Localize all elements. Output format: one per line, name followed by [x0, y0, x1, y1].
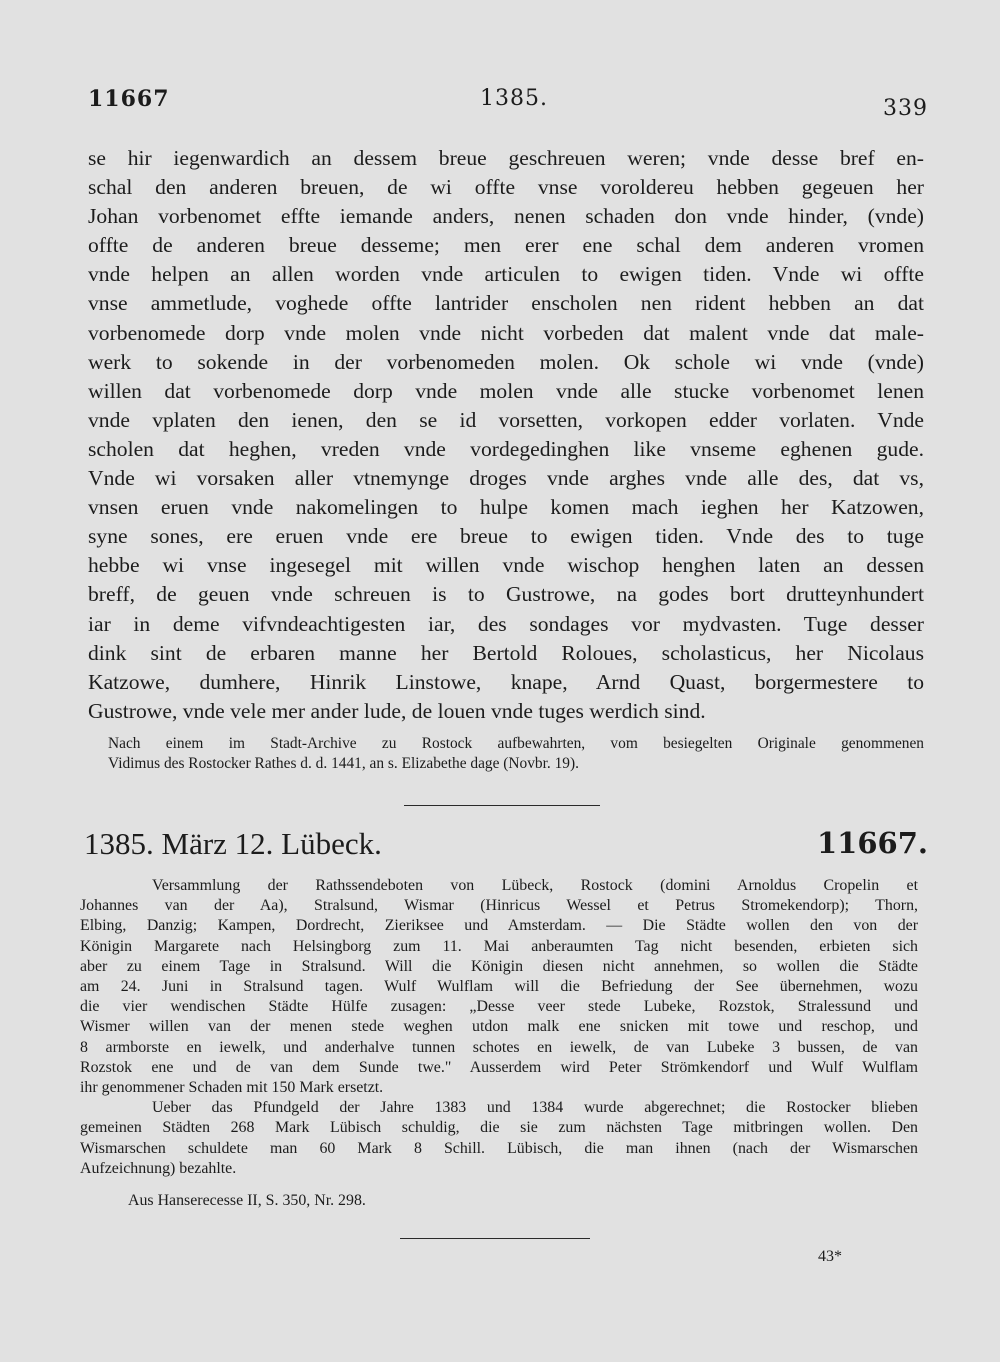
regest-line: 8 armborste en iewelk, und anderhalve tunnen schotes en iewelk, de van Lubeke 3 bussen, de van: [80, 1038, 918, 1056]
regest-text: [80, 876, 918, 1179]
regest-line: Johannes van der Aa), Stralsund, Wismar (Hinricus Wessel et Petrus Stromekendorp); Thorn,: [80, 897, 918, 915]
charter-line: vorbenomede dorp vnde molen vnde nicht vorbeden dat malent vnde dat male-: [88, 320, 924, 345]
charter-line: willen dat vorbenomede dorp vnde molen vnde alle stucke vorbenomet lenen: [88, 378, 924, 403]
charter-line: Johan vorbenomet effte iemande anders, nenen schaden don vnde hinder, (vnde): [88, 204, 924, 229]
charter-line: se hir iegenwardich an dessem breue geschreuen weren; vnde desse bref en-: [88, 146, 924, 170]
entry-date-place: 1385. März 12. Lübeck.: [84, 826, 382, 861]
charter-line: vnde helpen an allen worden vnde articulen to ewigen tiden. Vnde wi offte: [88, 262, 924, 287]
charter-line: syne sones, ere eruen vnde ere breue to ewigen tiden. Vnde des to tuge: [88, 524, 924, 549]
charter-line: Katzowe, dumhere, Hinrik Linstowe, knape, Arnd Quast, borgermestere to: [88, 669, 924, 694]
running-head-entry-number: 11667: [88, 86, 170, 112]
page-number: 339: [883, 96, 928, 121]
charter-line: Gustrowe, vnde vele mer ander lude, de louen vnde tuges werdich sind.: [88, 698, 706, 723]
archive-note: [108, 734, 924, 774]
entry-number: 11667.: [817, 826, 928, 860]
source-reference: Aus Hanserecesse II, S. 350, Nr. 298.: [128, 1192, 366, 1209]
running-head: [88, 86, 928, 126]
charter-line: Vnde wi vorsaken aller vtnemynge droges vnde arghes vnde alle des, dat vs,: [88, 466, 924, 491]
charter-line: werk to sokende in der vorbenomeden molen. Ok schole wi vnde (vnde): [88, 349, 924, 374]
regest-line: gemeinen Städten 268 Mark Lübisch schuldig, die sie zum nächsten Tage mitbringen wollen. Den: [80, 1119, 918, 1137]
regest-line: Versammlung der Rathssendeboten von Lübeck, Rostock (domini Arnoldus Cropelin et: [152, 877, 918, 894]
charter-line: schal den anderen breuen, de wi offte vnse voroldereu hebben gegeuen her: [88, 175, 924, 200]
archive-note-line: Vidimus des Rostocker Rathes d. d. 1441, an s. Elizabethe dage (Novbr. 19).: [108, 755, 579, 772]
regest-line: aber zu einem Tage in Stralsund. Will die Königin diesen nicht annehmen, so wollen die Städte: [80, 957, 918, 975]
running-head-year: 1385.: [480, 86, 548, 111]
charter-line: dink sint de erbaren manne her Bertold Roloues, scholasticus, her Nicolaus: [88, 640, 924, 665]
charter-line: scholen dat heghen, vreden vnde vordegedinghen like vnseme eghenen gude.: [88, 436, 924, 461]
sheet-signature: 43*: [818, 1248, 842, 1265]
regest-line: Wismarschen schuldete man 60 Mark 8 Schill. Lübisch, die man ihnen (nach der Wismarschen: [80, 1139, 918, 1157]
regest-line: Rozstok ene und de van dem Sunde twe." Ausserdem wird Peter Strömkendorf und Wulf Wulflam: [80, 1058, 918, 1076]
charter-line: iar in deme vifvndeachtigesten iar, des sondages vor mydvasten. Tuge desser: [88, 611, 924, 636]
regest-line: Ueber das Pfundgeld der Jahre 1383 und 1384 wurde abgerechnet; die Rostocker blieben: [152, 1099, 918, 1117]
charter-line: offte de anderen breue desseme; men erer ene schal dem anderen vromen: [88, 233, 924, 258]
charter-line: vnsen eruen vnde nakomelingen to hulpe komen mach ieghen her Katzowen,: [88, 495, 924, 520]
regest-line: Wismer willen van der menen stede weghen utdon malk ene snicken mit towe und reschop, und: [80, 1018, 918, 1036]
charter-line: hebbe wi vnse ingesegel mit willen vnde wischop henghen laten an dessen: [88, 553, 924, 578]
regest-line: ihr genommener Schaden mit 150 Mark ersetzt.: [80, 1079, 384, 1097]
section-divider: [404, 805, 600, 806]
regest-line: die vier wendischen Städte Hülfe zusagen: „Desse veer stede Lubeke, Rozstok, Stralessund und: [80, 998, 918, 1016]
charter-text: [88, 144, 924, 726]
regest-line: Elbing, Danzig; Kampen, Dordrecht, Zieriksee und Amsterdam. — Die Städte wollen den von der: [80, 917, 918, 935]
charter-line: vnde vplaten den ienen, den se id vorsetten, vorkopen edder vorlaten. Vnde: [88, 407, 924, 432]
regest-line: Königin Margarete nach Helsingborg zum 11. Mai anberaumten Tag nicht besenden, erbieten sich: [80, 937, 918, 955]
charter-line: vnse ammetlude, voghede offte lantrider enscholen nen rident hebben an dat: [88, 291, 924, 316]
charter-line: breff, de geuen vnde schreuen is to Gustrowe, na godes bort drutteynhundert: [88, 582, 924, 607]
section-divider: [400, 1238, 590, 1239]
entry-heading: [84, 826, 928, 870]
archive-note-line: Nach einem im Stadt-Archive zu Rostock aufbewahrten, vom besiegelten Originale genommenen: [108, 735, 924, 752]
regest-line: am 24. Juni in Stralsund tagen. Wulf Wulflam will die Befriedung der See übernehmen, wozu: [80, 978, 918, 996]
regest-line: Aufzeichnung) bezahlte.: [80, 1159, 237, 1177]
